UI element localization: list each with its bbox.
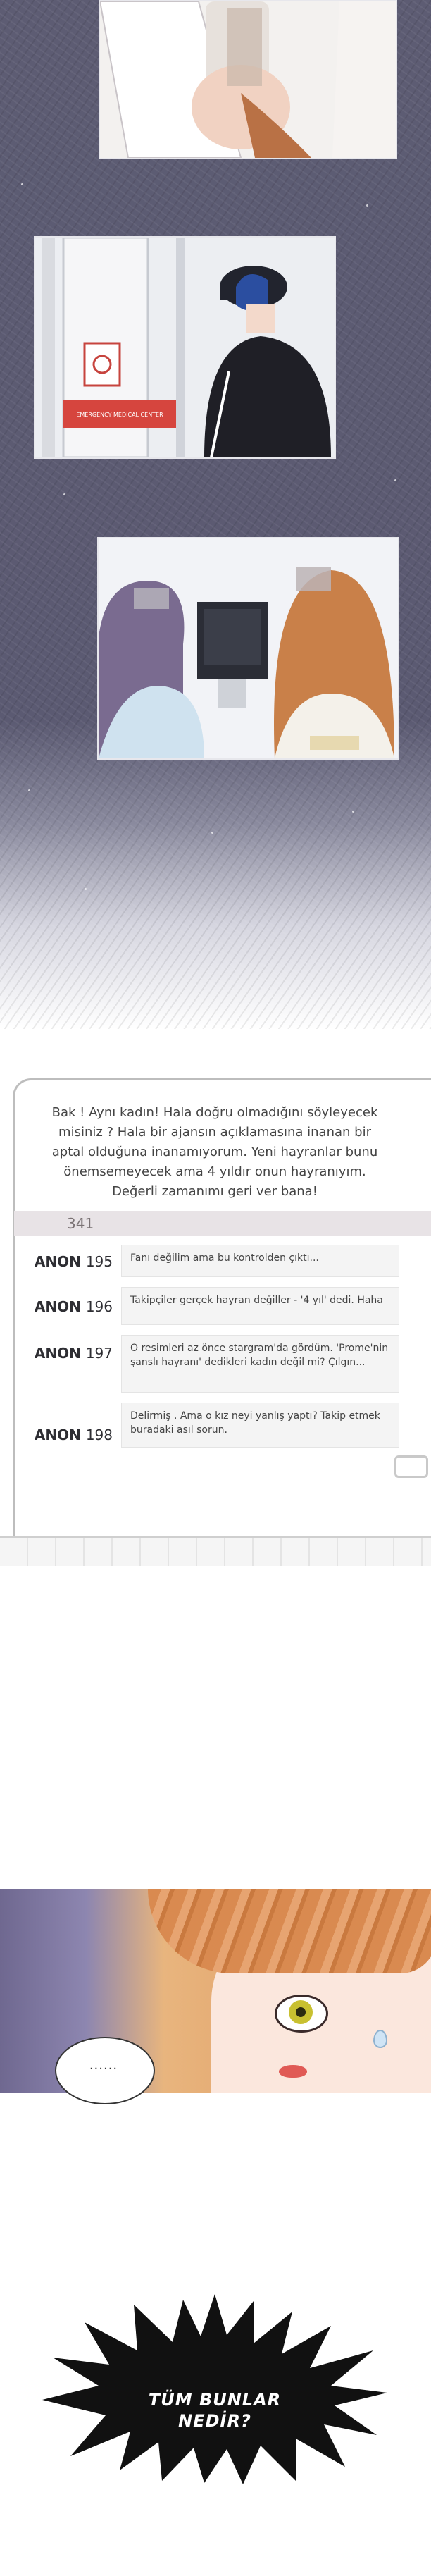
thread-count: 341 — [67, 1215, 94, 1232]
medical-center-sign: EMERGENCY MEDICAL CENTER — [76, 412, 163, 418]
comic-panel-medical-center — [34, 236, 336, 459]
speech-text: ...... — [89, 2058, 118, 2073]
anon-number: 196 — [85, 1298, 113, 1315]
burst-text — [144, 2389, 285, 2432]
comment-text: Takipçiler gerçek hayran değiller - '4 yıl' dedi. Haha — [121, 1287, 399, 1325]
comment-row — [14, 1335, 431, 1398]
anon-label — [14, 1345, 113, 1362]
anon-number: 197 — [85, 1345, 113, 1362]
hair — [148, 1889, 431, 1973]
comment-text: Delirmiş . Ama o kız neyi yanlış yaptı? Takip etmek buradaki asıl sorun. — [121, 1403, 399, 1448]
mouth — [279, 2065, 307, 2078]
anon-name: ANON — [34, 1253, 81, 1270]
comment-text: O resimleri az önce stargram'da gördüm. 'Prome'nin şanslı hayranı' dedikleri kadın değil mi? Çılgın... — [121, 1335, 399, 1393]
comment-row — [14, 1287, 431, 1328]
burst-text-line-1: TÜM BUNLAR — [148, 2390, 282, 2410]
anon-label — [14, 1253, 113, 1270]
anon-name: ANON — [34, 1426, 81, 1443]
anon-name: ANON — [34, 1298, 81, 1315]
anon-label — [14, 1298, 113, 1315]
anon-name: ANON — [34, 1345, 81, 1362]
comment-text: Fanı değilim ama bu kontrolden çıktı... — [121, 1245, 399, 1277]
sweat-drop — [373, 2030, 387, 2048]
laptop-forum-panel — [0, 1029, 431, 1565]
comment-row — [14, 1245, 431, 1280]
window-icon — [394, 1455, 428, 1478]
comic-panel-phone — [99, 0, 397, 159]
thread-count-bar — [14, 1211, 431, 1236]
comic-panel-office — [97, 537, 399, 760]
forum-post-text: Bak ! Aynı kadın! Hala doğru olmadığını söyleyecek misiniz ? Hala bir ajansın açıklamasına inanan bir aptal olduğuna inanamıyorum. Yeni hayranlar bunu önemsemeyecek ama 4 yıldır onun hayranıyım. Değerli zamanımı geri ver bana! — [51, 1105, 378, 1199]
comment-row — [14, 1403, 431, 1452]
anon-number: 195 — [85, 1253, 113, 1270]
anon-label — [14, 1426, 113, 1443]
night-sky-background — [0, 0, 431, 1029]
burst-text-line-2: NEDİR? — [178, 2411, 251, 2431]
anon-number: 198 — [85, 1426, 113, 1443]
laptop-keyboard — [0, 1536, 431, 1566]
iris — [289, 2000, 313, 2024]
